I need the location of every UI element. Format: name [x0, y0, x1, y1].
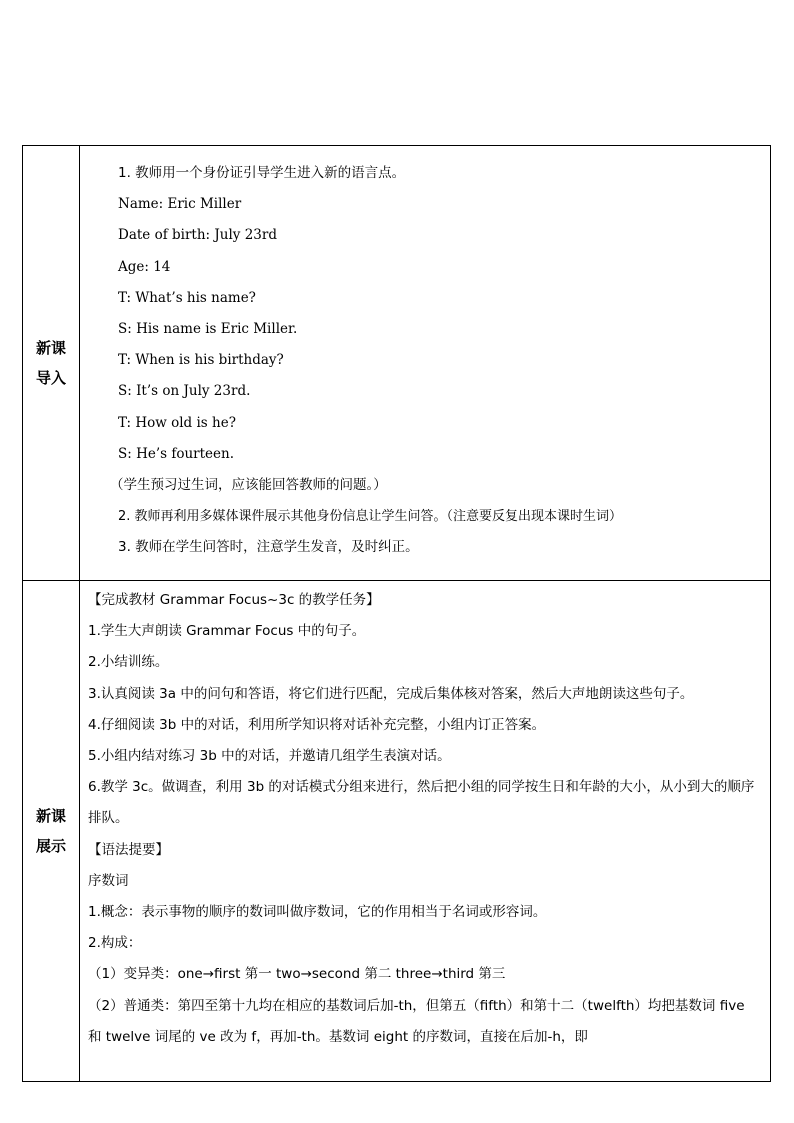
presentation-line: （2）普通类：第四至第十九均在相应的基数词后加-th，但第五（fifth）和第十二（twelfth）均把基数词 five 和 twelve 词尾的 ve 改为 f，再加-th。基数词 eight 的序数词，直接在后加-h，即	[88, 997, 745, 1045]
lead-in-label-line2: 导入	[35, 369, 66, 387]
lead-in-line: T: What’s his name?	[118, 289, 256, 306]
presentation-label-line2: 展示	[35, 837, 66, 855]
lead-in-line: Date of birth: July 23rd	[118, 227, 277, 244]
grammar-heading: 【语法提要】	[88, 841, 169, 858]
presentation-line: 序数词	[88, 872, 129, 889]
lead-in-line: T: How old is he?	[118, 414, 236, 431]
presentation-row	[23, 581, 771, 1082]
presentation-line: 6.教学 3c。做调查，利用 3b 的对话模式分组来进行，然后把小组的同学按生日和年龄的大小，从小到大的顺序排队。	[88, 779, 755, 827]
lead-in-line: S: His name is Eric Miller.	[118, 321, 298, 338]
lead-in-line: Age: 14	[118, 258, 171, 275]
lead-in-line: S: It’s on July 23rd.	[118, 383, 251, 400]
presentation-content-cell	[80, 581, 771, 1082]
lead-in-line: Name: Eric Miller	[118, 196, 242, 213]
lead-in-label-line1: 新课	[35, 339, 66, 357]
lead-in-line: T: When is his birthday?	[118, 352, 284, 369]
presentation-line: （1）变异类：one→first 第一 two→second 第二 three→third 第三	[88, 966, 506, 983]
presentation-line: 1.学生大声朗读 Grammar Focus 中的句子。	[88, 623, 366, 640]
lead-in-line: 1. 教师用一个身份证引导学生进入新的语言点。	[118, 165, 406, 181]
lead-in-content	[80, 146, 770, 564]
lead-in-line: 3. 教师在学生问答时，注意学生发音，及时纠正。	[118, 539, 419, 556]
lead-in-line: 2. 教师再利用多媒体课件展示其他身份信息让学生问答。（注意要反复出现本课时生词）	[118, 509, 623, 525]
lesson-plan-table	[22, 145, 771, 1082]
presentation-line: 5.小组内结对练习 3b 中的对话，并邀请几组学生表演对话。	[88, 748, 451, 765]
presentation-line: 2.小结训练。	[88, 654, 169, 671]
lead-in-content-cell	[80, 146, 771, 581]
lead-in-note: （学生预习过生词，应该能回答教师的问题。）	[110, 477, 387, 494]
presentation-content	[80, 581, 770, 1053]
lead-in-line: S: He’s fourteen.	[118, 445, 235, 462]
presentation-line: 【完成教材 Grammar Focus~3c 的教学任务】	[88, 592, 380, 608]
presentation-line: 4.仔细阅读 3b 中的对话，利用所学知识将对话补充完整，小组内订正答案。	[88, 716, 546, 733]
presentation-label-cell	[23, 581, 80, 1082]
presentation-line: 2.构成：	[88, 935, 142, 952]
lead-in-label-cell	[23, 146, 80, 581]
presentation-line: 1.概念：表示事物的顺序的数词叫做序数词，它的作用相当于名词或形容词。	[88, 904, 547, 921]
presentation-line: 3.认真阅读 3a 中的问句和答语，将它们进行匹配，完成后集体核对答案，然后大声地朗读这些句子。	[88, 685, 694, 702]
lead-in-row	[23, 146, 771, 581]
presentation-label-line1: 新课	[35, 807, 66, 825]
